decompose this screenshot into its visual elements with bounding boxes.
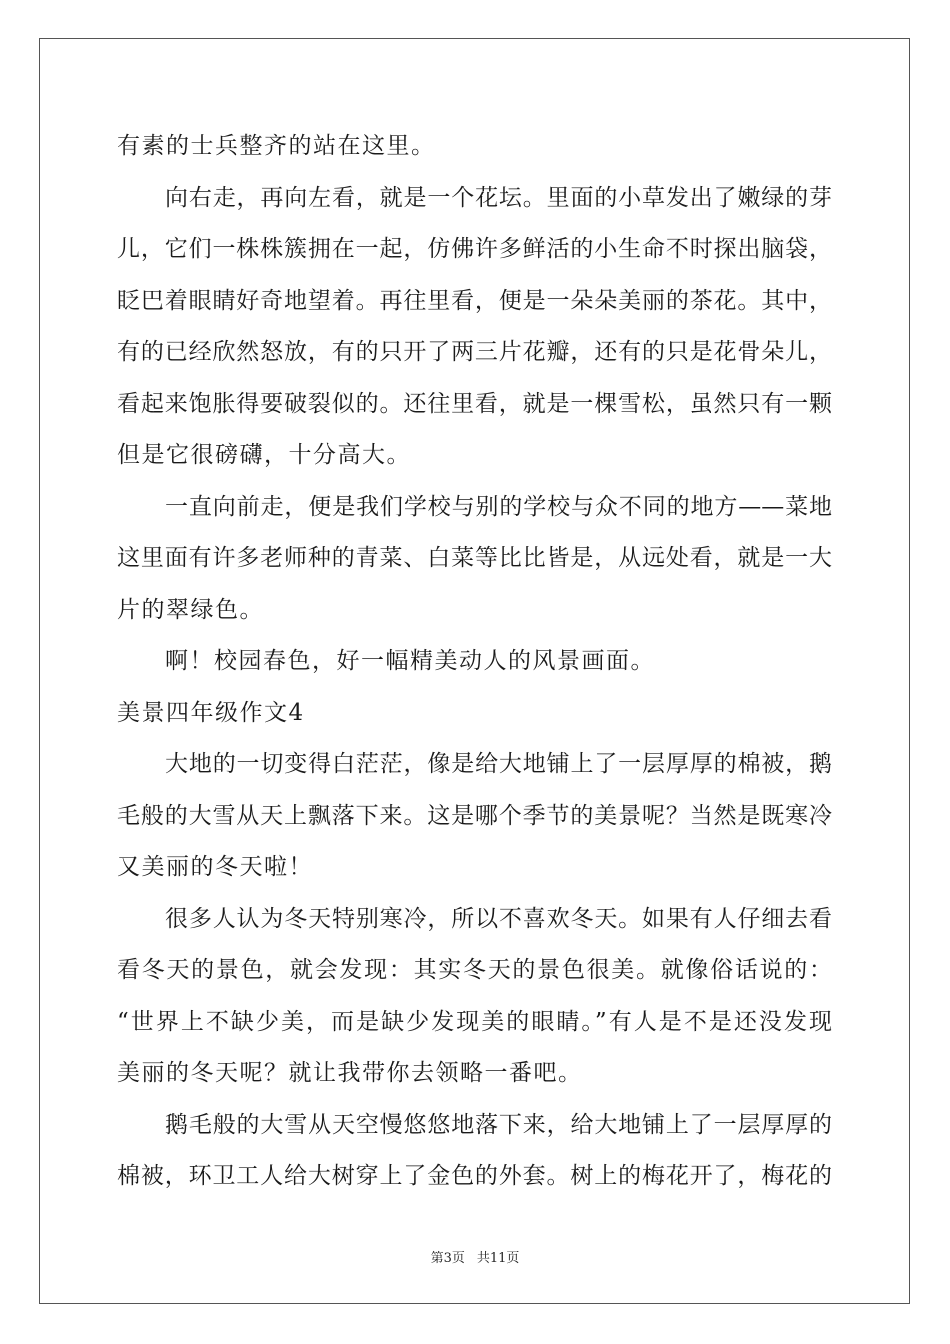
- paragraph-start-line: 大地的一切变得白茫茫，像是给大地铺上了一层厚厚的棉被，鹅: [165, 751, 832, 777]
- text-line: 又美丽的冬天啦！: [117, 854, 313, 880]
- text-line: 儿，它们一株株簇拥在一起，仿佛许多鲜活的小生命不时探出脑袋，: [117, 236, 832, 262]
- section-heading: 美景四年级作文4: [117, 699, 305, 726]
- text-line: 棉被，环卫工人给大树穿上了金色的外套。树上的梅花开了，梅花的: [117, 1163, 832, 1189]
- text-line: 有素的士兵整齐的站在这里。: [117, 133, 436, 159]
- paragraph-start-line: 向右走，再向左看，就是一个花坛。里面的小草发出了嫩绿的芽: [165, 184, 832, 211]
- text-line: “世界上不缺少美，而是缺少发现美的眼睛。”有人是不是还没发现: [117, 1008, 832, 1035]
- paragraph-start-line: 一直向前走，便是我们学校与别的学校与众不同的地方——菜地: [165, 493, 832, 520]
- page-number: 第3页: [430, 1251, 465, 1266]
- text-line: 有的已经欣然怒放，有的只开了两三片花瓣，还有的只是花骨朵儿，: [117, 339, 832, 365]
- paragraph-start-line: 啊！校园春色，好一幅精美动人的风景画面。: [165, 648, 655, 674]
- text-line: 看冬天的景色，就会发现：其实冬天的景色很美。就像俗话说的：: [117, 957, 832, 983]
- text-line: 看起来饱胀得要破裂似的。还往里看，就是一棵雪松，虽然只有一颗: [117, 390, 832, 417]
- text-line: 毛般的大雪从天上飘落下来。这是哪个季节的美景呢？当然是既寒冷: [117, 802, 832, 829]
- page-total: 共11页: [476, 1251, 520, 1266]
- document-body: [117, 126, 832, 1208]
- paragraph-start-line: 很多人认为冬天特别寒冷，所以不喜欢冬天。如果有人仔细去看: [165, 905, 832, 932]
- text-line: 这里面有许多老师种的青菜、白菜等比比皆是，从远处看，就是一大: [117, 545, 832, 571]
- text-line: 眨巴着眼睛好奇地望着。再往里看，便是一朵朵美丽的茶花。其中，: [117, 287, 832, 314]
- text-line: 片的翠绿色。: [117, 596, 264, 623]
- paragraph-start-line: 鹅毛般的大雪从天空慢悠悠地落下来，给大地铺上了一层厚厚的: [165, 1111, 832, 1138]
- page-footer: [0, 1247, 950, 1266]
- text-line: 美丽的冬天呢？就让我带你去领略一番吧。: [117, 1060, 583, 1086]
- text-line: 但是它很磅礴，十分高大。: [117, 442, 411, 468]
